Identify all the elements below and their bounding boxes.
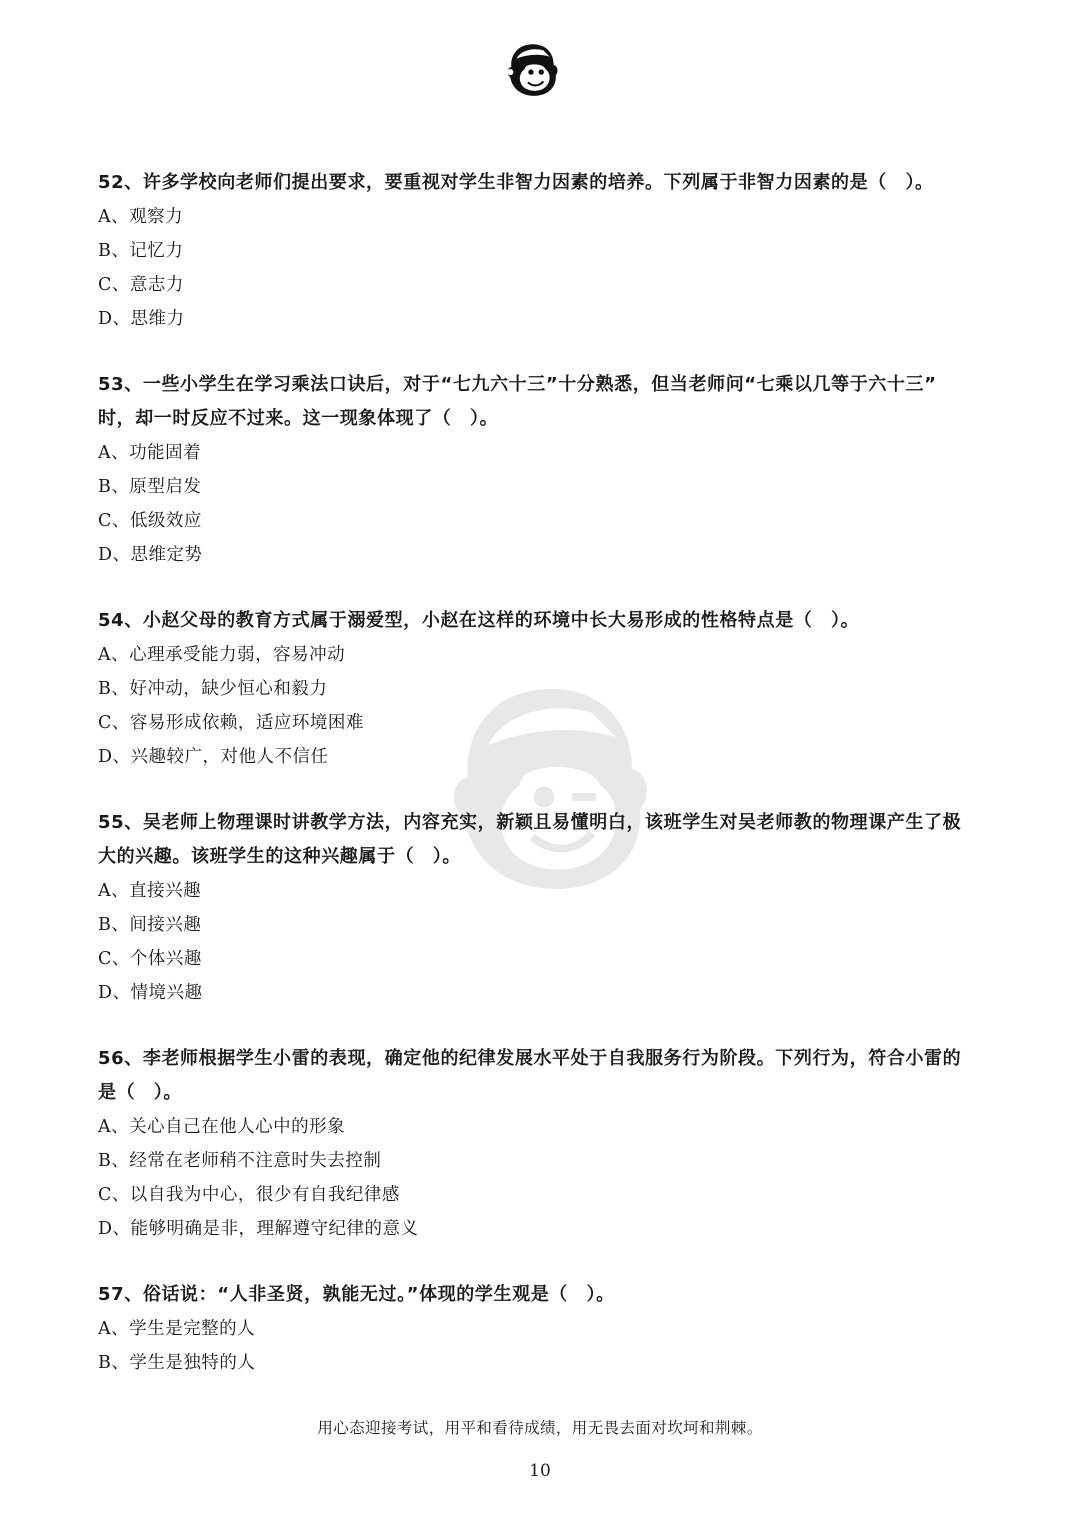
question-52 [98, 166, 998, 336]
option-b: B、好冲动，缺少恒心和毅力 [98, 679, 328, 699]
question-stem: 55、吴老师上物理课时讲教学方法，内容充实，新颖且易懂明白，该班学生对吴老师教的物理课产生了极 [98, 812, 962, 833]
option-a: A、关心自己在他人心中的形象 [98, 1117, 346, 1137]
question-stem-continued: 是（ ）。 [98, 1082, 182, 1103]
question-stem-continued: 大的兴趣。该班学生的这种兴趣属于（ ）。 [98, 846, 461, 867]
question-56 [98, 1042, 998, 1246]
question-stem: 57、俗话说：“人非圣贤，孰能无过。”体现的学生观是（ ）。 [98, 1284, 615, 1305]
question-stem: 56、李老师根据学生小雷的表现，确定他的纪律发展水平处于自我服务行为阶段。下列行为，符合小雷的 [98, 1048, 962, 1069]
option-b: B、学生是独特的人 [98, 1353, 256, 1373]
question-55 [98, 806, 998, 1010]
option-c: C、意志力 [98, 275, 184, 295]
monkey-mascot-icon [502, 38, 564, 100]
option-a: A、直接兴趣 [98, 881, 202, 901]
option-c: C、以自我为中心，很少有自我纪律感 [98, 1185, 400, 1205]
page-number: 10 [529, 1461, 551, 1481]
option-b: B、间接兴趣 [98, 915, 202, 935]
option-a: A、功能固着 [98, 443, 202, 463]
option-d: D、思维定势 [98, 545, 203, 565]
question-stem: 54、小赵父母的教育方式属于溺爱型，小赵在这样的环境中长大易形成的性格特点是（ ）。 [98, 610, 860, 631]
footer-motto: 用心态迎接考试，用平和看待成绩，用无畏去面对坎坷和荆棘。 [317, 1419, 763, 1437]
option-c: C、容易形成依赖，适应环境困难 [98, 713, 364, 733]
option-a: A、心理承受能力弱，容易冲动 [98, 645, 346, 665]
option-c: C、低级效应 [98, 511, 202, 531]
option-b: B、经常在老师稍不注意时失去控制 [98, 1151, 382, 1171]
question-stem-continued: 时，却一时反应不过来。这一现象体现了（ ）。 [98, 408, 499, 429]
question-54 [98, 604, 998, 774]
option-d: D、情境兴趣 [98, 983, 203, 1003]
question-list [98, 166, 998, 1412]
option-a: A、学生是完整的人 [98, 1319, 256, 1339]
option-a: A、观察力 [98, 207, 184, 227]
option-d: D、兴趣较广，对他人不信任 [98, 747, 329, 767]
option-d: D、能够明确是非，理解遵守纪律的意义 [98, 1219, 419, 1239]
question-53 [98, 368, 998, 572]
question-57 [98, 1278, 998, 1380]
option-c: C、个体兴趣 [98, 949, 202, 969]
question-stem: 53、一些小学生在学习乘法口诀后，对于“七九六十三”十分熟悉，但当老师问“七乘以几等于六十三” [98, 374, 937, 395]
option-b: B、原型启发 [98, 477, 202, 497]
question-stem: 52、许多学校向老师们提出要求，要重视对学生非智力因素的培养。下列属于非智力因素的是（ ）。 [98, 172, 934, 193]
option-b: B、记忆力 [98, 241, 184, 261]
option-d: D、思维力 [98, 309, 185, 329]
